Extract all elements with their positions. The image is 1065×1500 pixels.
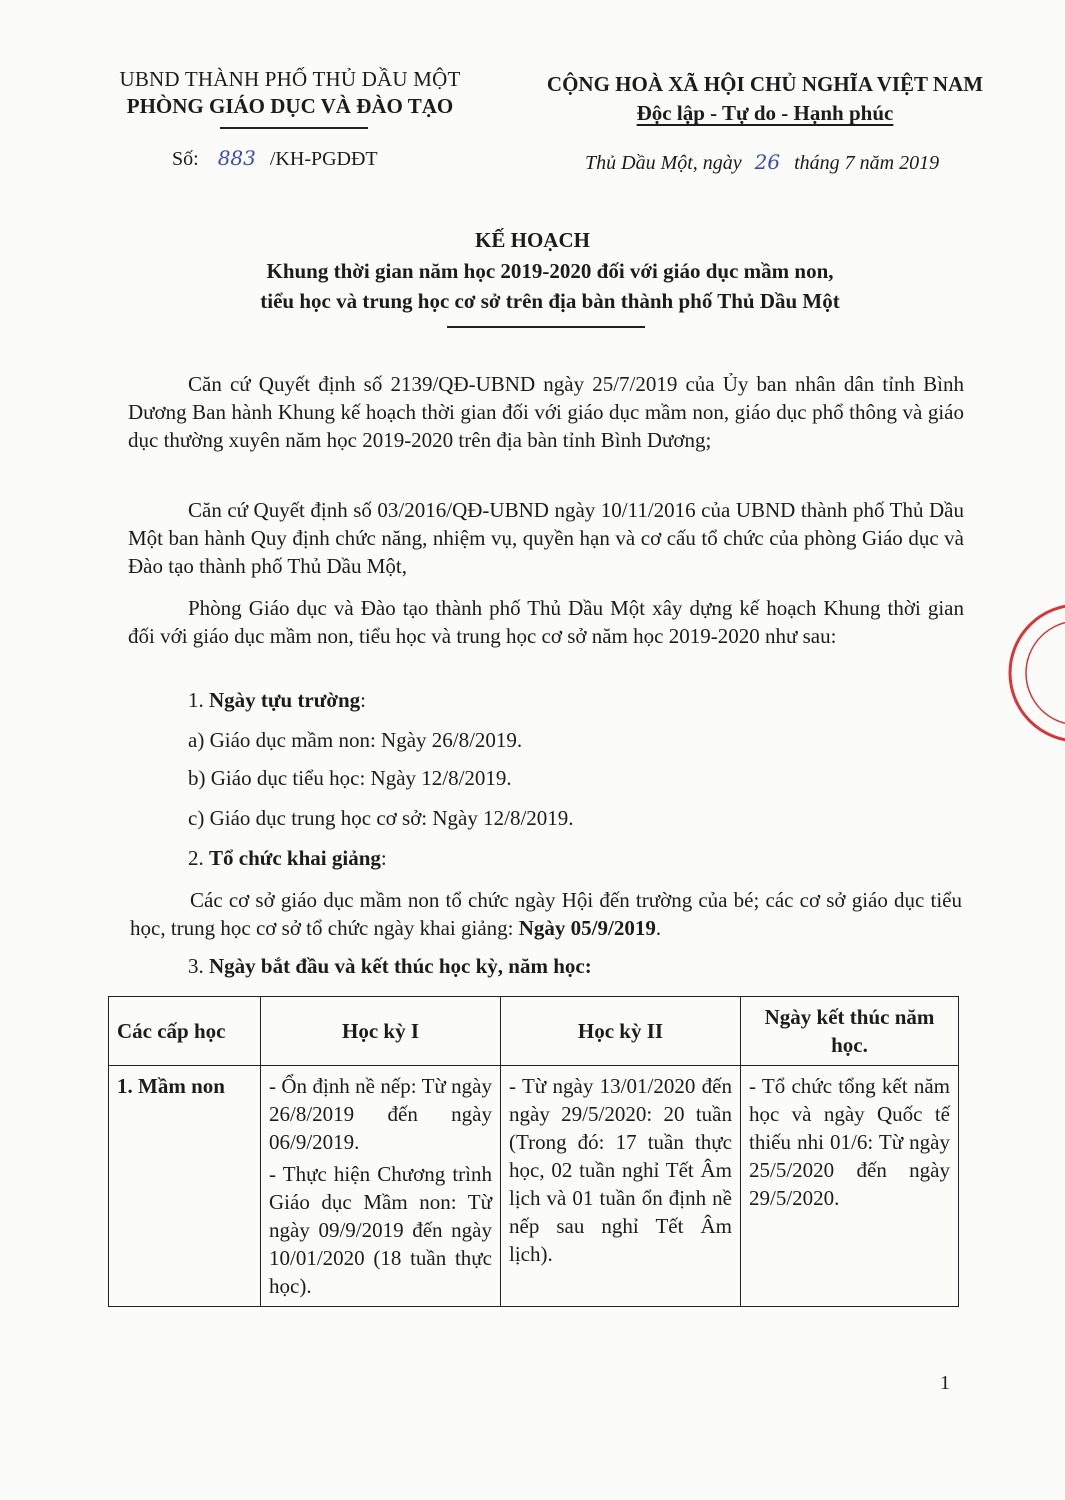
document-subtitle: Khung thời gian năm học 2019-2020 đối với giáo dục mầm non, tiểu học và trung học cơ sở trên địa bàn thành phố Thủ Dầu Một	[260, 259, 840, 313]
handwritten-day: 26	[754, 150, 781, 174]
column-header: Học kỳ I	[261, 997, 501, 1066]
list-item: a) Giáo dục mầm non: Ngày 26/8/2019.	[188, 728, 523, 752]
column-header: Các cấp học	[109, 997, 261, 1066]
section-1-heading: 1. Ngày tựu trường:	[188, 688, 367, 712]
paragraph-intro: Phòng Giáo dục và Đào tạo thành phố Thủ Dầu Một xây dựng kế hoạch Khung thời gian đối với giáo dục mầm non, tiểu học và trung học cơ sở năm học 2019-2020 như sau:	[128, 596, 964, 648]
schedule-table	[108, 996, 959, 1307]
country-name: CỘNG HOÀ XÃ HỘI CHỦ NGHĨA VIỆT NAM	[546, 72, 984, 96]
table-row	[109, 1066, 959, 1307]
semester-2-cell: - Từ ngày 13/01/2020 đến ngày 29/5/2020: 20 tuần (Trong đó: 17 tuần thực học, 02 tuần nghỉ Tết Âm lịch và 01 tuần ổn định nề nếp sau nghỉ Tết Âm lịch).	[501, 1066, 741, 1307]
list-item: b) Giáo dục tiểu học: Ngày 12/8/2019.	[188, 766, 512, 790]
national-motto-block	[505, 70, 1025, 128]
table-header-row	[109, 997, 959, 1066]
year-end-cell: - Tổ chức tổng kết năm học và ngày Quốc tế thiếu nhi 01/6: Từ ngày 25/5/2020 đến ngày 29/5/2020.	[741, 1066, 959, 1307]
document-title: KẾ HOẠCH	[475, 228, 590, 252]
motto: Độc lập - Tự do - Hạnh phúc	[636, 101, 894, 125]
section-3-heading: 3. Ngày bắt đầu và kết thúc học kỳ, năm học:	[188, 954, 592, 978]
level-cell: 1. Mầm non	[109, 1066, 261, 1307]
handwritten-number: 883	[217, 146, 256, 170]
issuer-block	[60, 66, 520, 120]
place-date: Thủ Dầu Một, ngày 26 tháng 7 năm 2019	[585, 150, 940, 174]
paragraph-legal-basis-1: Căn cứ Quyết định số 2139/QĐ-UBND ngày 25/7/2019 của Ủy ban nhân dân tỉnh Bình Dương Ban hành Khung kế hoạch thời gian đối với giáo dục mầm non, giáo dục phổ thông và giáo dục thường xuyên năm học 2019-2020 trên địa bàn tỉnh Bình Dương;	[128, 372, 964, 452]
semester-1-cell: - Ổn định nề nếp: Từ ngày 26/8/2019 đến ngày 06/9/2019. - Thực hiện Chương trình Giáo dục Mầm non: Từ ngày 09/9/2019 đến ngày 10/01/2020 (18 tuần thực học).	[261, 1066, 501, 1307]
page-number: 1	[940, 1372, 950, 1394]
section-2-text: Các cơ sở giáo dục mầm non tổ chức ngày Hội đến trường của bé; các cơ sở giáo dục tiểu học, trung học cơ sở tổ chức ngày khai giảng: Ngày 05/9/2019.	[130, 888, 962, 940]
list-item: c) Giáo dục trung học cơ sở: Ngày 12/8/2019.	[188, 806, 574, 830]
issuer-underline	[220, 127, 368, 129]
section-2-heading: 2. Tổ chức khai giảng:	[188, 846, 387, 870]
column-header: Ngày kết thúc năm học.	[741, 997, 959, 1066]
column-header: Học kỳ II	[501, 997, 741, 1066]
issuer-authority: UBND THÀNH PHỐ THỦ DẦU MỘT	[119, 67, 461, 91]
paragraph-legal-basis-2: Căn cứ Quyết định số 03/2016/QĐ-UBND ngày 10/11/2016 của UBND thành phố Thủ Dầu Một ban hành Quy định chức năng, nhiệm vụ, quyền hạn và cơ cấu tổ chức của phòng Giáo dục và Đào tạo thành phố Thủ Dầu Một,	[128, 498, 964, 578]
reference-number: Số: 883 /KH-PGDĐT	[172, 146, 378, 170]
issuer-department: PHÒNG GIÁO DỤC VÀ ĐÀO TẠO	[126, 94, 454, 118]
official-stamp-icon	[1008, 598, 1065, 748]
title-underline	[447, 326, 645, 328]
